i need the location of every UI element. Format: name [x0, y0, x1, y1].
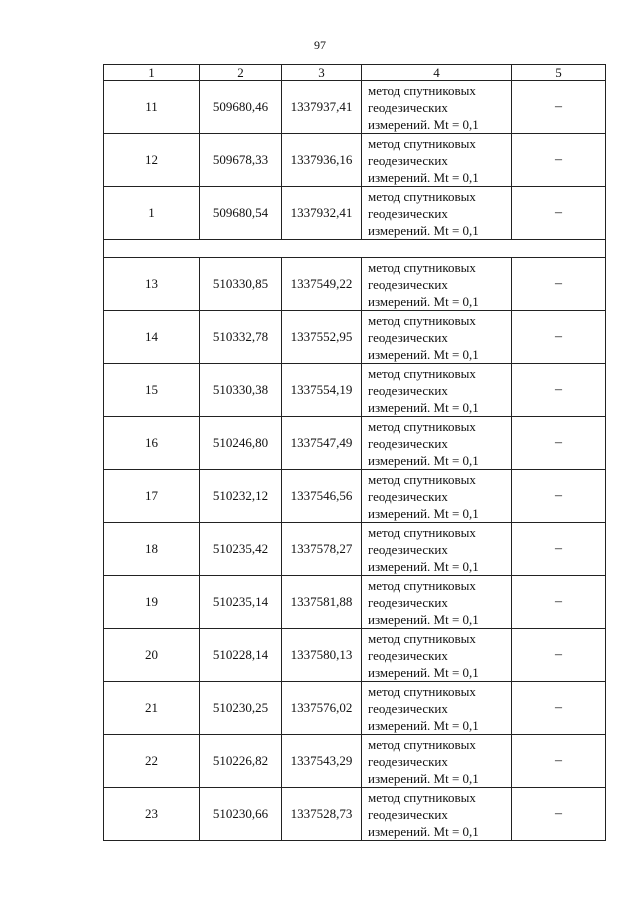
method-cell: метод спутниковых геодезических измерений. Mt = 0,1 [362, 187, 512, 240]
table-row [104, 523, 606, 576]
x-coordinate-cell: 510235,14 [200, 576, 282, 629]
y-coordinate-cell: 1337581,88 [282, 576, 362, 629]
table-row [104, 629, 606, 682]
note-cell: – [512, 788, 606, 841]
x-coordinate-cell: 510330,85 [200, 258, 282, 311]
note-cell: – [512, 417, 606, 470]
table-row [104, 470, 606, 523]
note-cell: – [512, 523, 606, 576]
y-coordinate-cell: 1337552,95 [282, 311, 362, 364]
table-row [104, 417, 606, 470]
page-number: 97 [314, 38, 326, 52]
column-header: 1 [104, 65, 200, 81]
x-coordinate-cell: 510228,14 [200, 629, 282, 682]
table-spacer-row [104, 240, 606, 258]
column-header: 4 [362, 65, 512, 81]
note-cell: – [512, 682, 606, 735]
method-cell: метод спутниковых геодезических измерений. Mt = 0,1 [362, 735, 512, 788]
note-cell: – [512, 364, 606, 417]
method-cell: метод спутниковых геодезических измерений. Mt = 0,1 [362, 682, 512, 735]
table-row [104, 258, 606, 311]
x-coordinate-cell: 510235,42 [200, 523, 282, 576]
point-number-cell: 11 [104, 81, 200, 134]
point-number-cell: 19 [104, 576, 200, 629]
column-header: 2 [200, 65, 282, 81]
note-cell: – [512, 311, 606, 364]
point-number-cell: 13 [104, 258, 200, 311]
point-number-cell: 23 [104, 788, 200, 841]
method-cell: метод спутниковых геодезических измерений. Mt = 0,1 [362, 81, 512, 134]
point-number-cell: 17 [104, 470, 200, 523]
note-cell: – [512, 258, 606, 311]
point-number-cell: 18 [104, 523, 200, 576]
table-row [104, 788, 606, 841]
method-cell: метод спутниковых геодезических измерений. Mt = 0,1 [362, 788, 512, 841]
point-number-cell: 22 [104, 735, 200, 788]
note-cell: – [512, 187, 606, 240]
y-coordinate-cell: 1337546,56 [282, 470, 362, 523]
table-group-b [104, 258, 606, 841]
x-coordinate-cell: 510230,25 [200, 682, 282, 735]
method-cell: метод спутниковых геодезических измерений. Mt = 0,1 [362, 470, 512, 523]
y-coordinate-cell: 1337554,19 [282, 364, 362, 417]
y-coordinate-cell: 1337528,73 [282, 788, 362, 841]
y-coordinate-cell: 1337580,13 [282, 629, 362, 682]
method-cell: метод спутниковых геодезических измерений. Mt = 0,1 [362, 576, 512, 629]
note-cell: – [512, 470, 606, 523]
y-coordinate-cell: 1337937,41 [282, 81, 362, 134]
note-cell: – [512, 576, 606, 629]
point-number-cell: 21 [104, 682, 200, 735]
method-cell: метод спутниковых геодезических измерений. Mt = 0,1 [362, 364, 512, 417]
point-number-cell: 12 [104, 134, 200, 187]
x-coordinate-cell: 510246,80 [200, 417, 282, 470]
y-coordinate-cell: 1337578,27 [282, 523, 362, 576]
coordinates-table [103, 64, 606, 841]
spacer-cell [104, 240, 606, 258]
point-number-cell: 15 [104, 364, 200, 417]
point-number-cell: 14 [104, 311, 200, 364]
table-row [104, 187, 606, 240]
table-row [104, 81, 606, 134]
point-number-cell: 16 [104, 417, 200, 470]
x-coordinate-cell: 510230,66 [200, 788, 282, 841]
x-coordinate-cell: 509678,33 [200, 134, 282, 187]
table-row [104, 735, 606, 788]
table-group-a [104, 81, 606, 240]
y-coordinate-cell: 1337932,41 [282, 187, 362, 240]
table-row [104, 134, 606, 187]
y-coordinate-cell: 1337576,02 [282, 682, 362, 735]
point-number-cell: 20 [104, 629, 200, 682]
method-cell: метод спутниковых геодезических измерений. Mt = 0,1 [362, 417, 512, 470]
column-header: 3 [282, 65, 362, 81]
table-row [104, 364, 606, 417]
table-header-row [104, 65, 606, 81]
x-coordinate-cell: 510330,38 [200, 364, 282, 417]
point-number-cell: 1 [104, 187, 200, 240]
y-coordinate-cell: 1337547,49 [282, 417, 362, 470]
x-coordinate-cell: 509680,54 [200, 187, 282, 240]
method-cell: метод спутниковых геодезических измерений. Mt = 0,1 [362, 258, 512, 311]
method-cell: метод спутниковых геодезических измерений. Mt = 0,1 [362, 311, 512, 364]
table-row [104, 576, 606, 629]
note-cell: – [512, 81, 606, 134]
note-cell: – [512, 735, 606, 788]
column-header: 5 [512, 65, 606, 81]
method-cell: метод спутниковых геодезических измерений. Mt = 0,1 [362, 134, 512, 187]
x-coordinate-cell: 510232,12 [200, 470, 282, 523]
note-cell: – [512, 134, 606, 187]
x-coordinate-cell: 509680,46 [200, 81, 282, 134]
y-coordinate-cell: 1337543,29 [282, 735, 362, 788]
table-row [104, 682, 606, 735]
y-coordinate-cell: 1337936,16 [282, 134, 362, 187]
x-coordinate-cell: 510226,82 [200, 735, 282, 788]
x-coordinate-cell: 510332,78 [200, 311, 282, 364]
y-coordinate-cell: 1337549,22 [282, 258, 362, 311]
note-cell: – [512, 629, 606, 682]
table-row [104, 311, 606, 364]
method-cell: метод спутниковых геодезических измерений. Mt = 0,1 [362, 629, 512, 682]
method-cell: метод спутниковых геодезических измерений. Mt = 0,1 [362, 523, 512, 576]
